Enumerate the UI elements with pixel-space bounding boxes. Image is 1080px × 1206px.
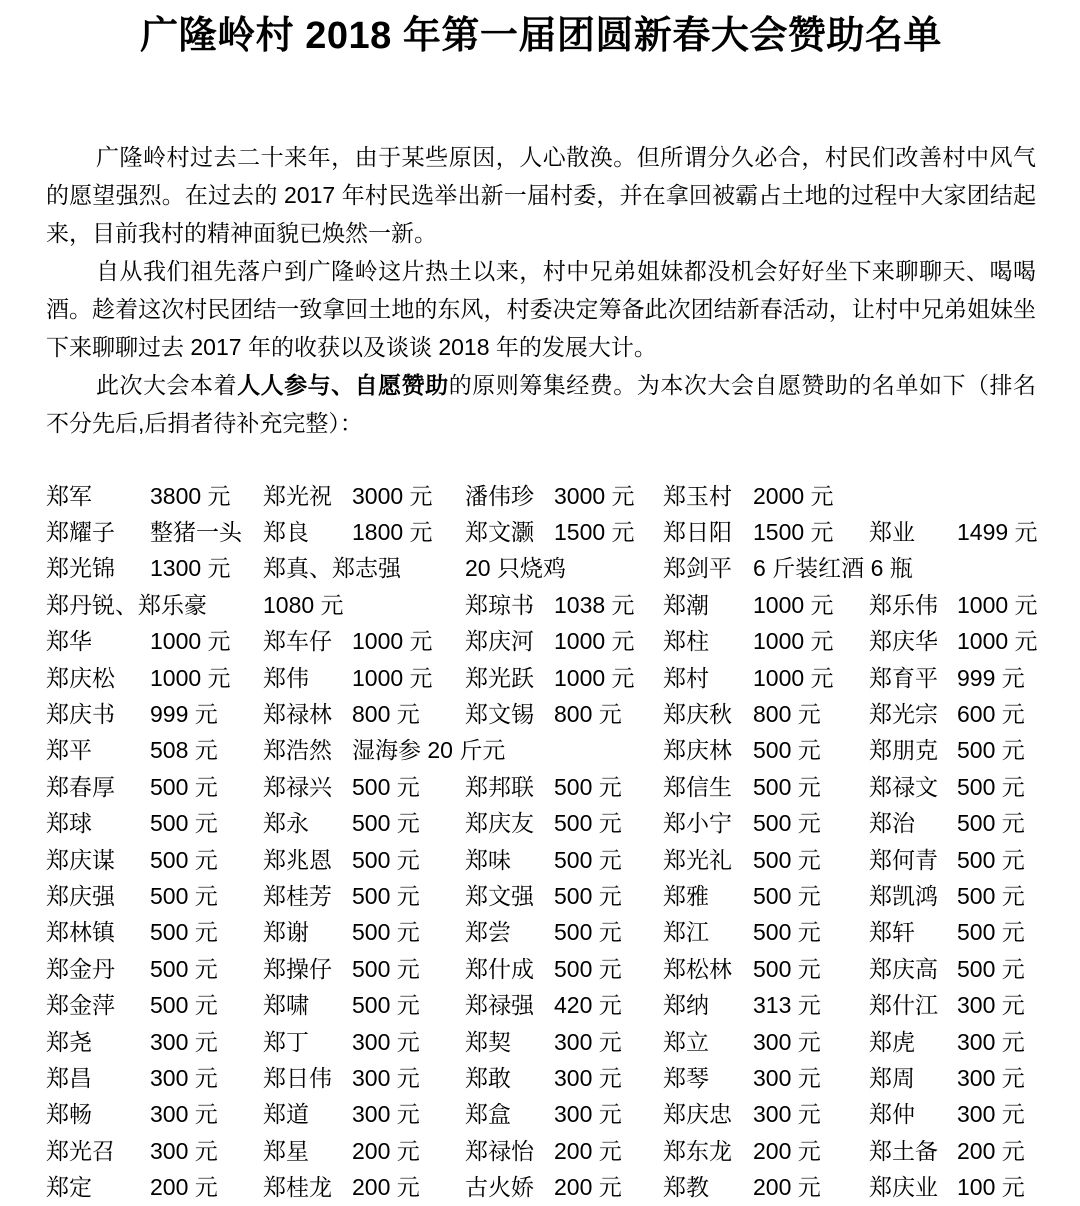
- donor-amount: 1080 元: [263, 591, 344, 618]
- donor-row: [46, 694, 1036, 730]
- donor-amount: 20 只烧鸡: [465, 555, 566, 582]
- donor-amount: 500 元: [957, 846, 1025, 873]
- donor-name: 郑轩: [869, 919, 915, 946]
- donor-name: 郑契: [465, 1028, 511, 1055]
- donor-amount: 1000 元: [957, 591, 1038, 618]
- donor-name: 郑东龙: [663, 1137, 732, 1164]
- donor-name: 郑日阳: [663, 519, 732, 546]
- donor-name: 郑育平: [869, 664, 938, 691]
- donor-amount: [957, 476, 1036, 512]
- donor-amount: 300 元: [352, 1028, 420, 1055]
- donor-amount: 500 元: [352, 810, 420, 837]
- donor-amount: 200 元: [150, 1174, 218, 1201]
- donor-name: 郑光跃: [465, 664, 534, 691]
- donor-name: 郑永: [263, 810, 309, 837]
- donor-amount: 300 元: [957, 1028, 1025, 1055]
- donor-amount: 200 元: [352, 1137, 420, 1164]
- donor-amount: 800 元: [554, 701, 622, 728]
- donor-amount: 3800 元: [150, 482, 231, 509]
- donor-name: 郑庆华: [869, 628, 938, 655]
- donor-amount: 800 元: [352, 701, 420, 728]
- donor-row: [46, 804, 1036, 840]
- donor-amount: 300 元: [753, 1101, 821, 1128]
- donor-amount: 500 元: [753, 882, 821, 909]
- donation-principle-pre: 此次大会本着: [96, 372, 238, 398]
- donor-name: 郑伟: [263, 664, 309, 691]
- donor-name: 郑松林: [663, 955, 732, 982]
- donor-amount: 300 元: [554, 1028, 622, 1055]
- donor-row: [46, 949, 1036, 985]
- donor-amount: 3000 元: [554, 482, 635, 509]
- donor-name: 郑庆林: [663, 737, 732, 764]
- donor-name: 郑业: [869, 519, 915, 546]
- donor-row: [46, 913, 1036, 949]
- donor-amount: 500 元: [352, 955, 420, 982]
- donor-amount: 2000 元: [753, 482, 834, 509]
- donor-amount: 500 元: [957, 810, 1025, 837]
- donor-name: 郑桂芳: [263, 882, 332, 909]
- donor-name: 郑道: [263, 1101, 309, 1128]
- donor-amount: 1000 元: [957, 628, 1038, 655]
- donor-name: 郑村: [663, 664, 709, 691]
- donor-name: 郑车仔: [263, 628, 332, 655]
- donor-row: [46, 1022, 1036, 1058]
- donor-row: [46, 622, 1036, 658]
- donor-name: 郑庆友: [465, 810, 534, 837]
- donor-row: [46, 658, 1036, 694]
- donor-name: 郑兆恩: [263, 846, 332, 873]
- donor-name: 郑文锡: [465, 701, 534, 728]
- donor-amount: 500 元: [753, 810, 821, 837]
- donor-amount: 500 元: [352, 919, 420, 946]
- donor-amount: 313 元: [753, 992, 821, 1019]
- donor-amount: 1000 元: [352, 628, 433, 655]
- donor-amount: 800 元: [753, 701, 821, 728]
- donor-amount: 300 元: [957, 1101, 1025, 1128]
- donation-principle-post: 的原则筹集经费。为本次大会自愿赞助的名单如下（排名不分先后,后捐者待补充完整）：: [46, 372, 1037, 436]
- donor-name: 郑治: [869, 810, 915, 837]
- donor-amount: 200 元: [753, 1137, 821, 1164]
- donor-name: 郑仲: [869, 1101, 915, 1128]
- donor-name: 郑畅: [46, 1101, 92, 1128]
- donor-amount: 300 元: [150, 1101, 218, 1128]
- donor-amount: 200 元: [554, 1174, 622, 1201]
- donor-amount: 6 斤装红酒 6 瓶: [753, 555, 913, 582]
- donor-name: 郑土备: [869, 1137, 938, 1164]
- donor-name: 郑信生: [663, 773, 732, 800]
- donor-amount: 300 元: [150, 1064, 218, 1091]
- donor-amount: 300 元: [352, 1064, 420, 1091]
- donor-name: 郑潮: [663, 591, 709, 618]
- donor-amount: 999 元: [150, 701, 218, 728]
- donor-name: 郑什成: [465, 955, 534, 982]
- donor-name: 郑什江: [869, 992, 938, 1019]
- donor-amount: 508 元: [150, 737, 218, 764]
- donor-name: 郑庆谋: [46, 846, 115, 873]
- donor-name: 郑华: [46, 628, 92, 655]
- donor-amount: 300 元: [554, 1064, 622, 1091]
- donor-amount: 300 元: [150, 1028, 218, 1055]
- donor-row: [46, 1058, 1036, 1094]
- donor-amount: 500 元: [957, 955, 1025, 982]
- donor-amount: 1500 元: [753, 519, 834, 546]
- donor-name: 郑雅: [663, 882, 709, 909]
- donor-name: [869, 476, 957, 512]
- donor-name: 郑乐伟: [869, 591, 938, 618]
- donor-name: 郑敢: [465, 1064, 511, 1091]
- donor-amount: 500 元: [352, 992, 420, 1019]
- donor-amount: 1300 元: [150, 555, 231, 582]
- donor-name: 郑金丹: [46, 955, 115, 982]
- donor-name: 郑味: [465, 846, 511, 873]
- donor-name: 郑周: [869, 1064, 915, 1091]
- document-title: 广隆岭村 2018 年第一届团圆新春大会赞助名单: [140, 15, 942, 57]
- donor-name: 郑昌: [46, 1064, 92, 1091]
- donor-name: 郑啸: [263, 992, 309, 1019]
- donor-amount: 500 元: [150, 773, 218, 800]
- donor-amount: 500 元: [150, 992, 218, 1019]
- donor-name: 郑纳: [663, 992, 709, 1019]
- donor-amount: 500 元: [753, 846, 821, 873]
- donor-row: [46, 512, 1036, 548]
- donor-amount: 300 元: [352, 1101, 420, 1128]
- donor-amount: 200 元: [554, 1137, 622, 1164]
- donor-name: 郑文灏: [465, 519, 534, 546]
- donor-amount: 200 元: [957, 1137, 1025, 1164]
- donor-amount: 500 元: [554, 773, 622, 800]
- donor-name: 郑林镇: [46, 919, 115, 946]
- donor-amount: 500 元: [753, 773, 821, 800]
- donor-row: [46, 1131, 1036, 1167]
- donor-name: 郑丁: [263, 1028, 309, 1055]
- donor-name: 郑凯鸿: [869, 882, 938, 909]
- donor-amount: 1000 元: [753, 628, 834, 655]
- donor-name: 郑定: [46, 1174, 92, 1201]
- donor-name: 郑琼书: [465, 591, 534, 618]
- donor-name: 郑星: [263, 1137, 309, 1164]
- donor-row: [46, 549, 1036, 585]
- donor-amount: 1500 元: [554, 519, 635, 546]
- donor-amount: 500 元: [554, 846, 622, 873]
- donor-name: 郑庆强: [46, 882, 115, 909]
- donor-amount: 1000 元: [554, 664, 635, 691]
- donor-amount: 500 元: [150, 810, 218, 837]
- donor-amount: 1000 元: [554, 628, 635, 655]
- donor-name: 郑小宁: [663, 810, 732, 837]
- donor-name: 郑教: [663, 1174, 709, 1201]
- donor-name: 郑虎: [869, 1028, 915, 1055]
- donor-amount: 300 元: [753, 1028, 821, 1055]
- donor-amount: 1000 元: [352, 664, 433, 691]
- donor-amount: 999 元: [957, 664, 1025, 691]
- donor-amount: 500 元: [957, 919, 1025, 946]
- donor-amount: 300 元: [150, 1137, 218, 1164]
- donor-amount: 1000 元: [753, 591, 834, 618]
- donor-name: 郑尧: [46, 1028, 92, 1055]
- donor-name: 郑桂龙: [263, 1174, 332, 1201]
- donor-name: 郑操仔: [263, 955, 332, 982]
- paragraph-donation-principle: [46, 366, 1036, 442]
- donor-table-body: [46, 476, 1036, 1204]
- donor-name: 郑金萍: [46, 992, 115, 1019]
- donor-amount: 500 元: [957, 737, 1025, 764]
- donor-name: 郑丹锐、郑乐豪: [46, 591, 207, 618]
- donor-amount: 1800 元: [352, 519, 433, 546]
- donor-name: 郑光宗: [869, 701, 938, 728]
- donor-amount: 3000 元: [352, 482, 433, 509]
- donor-name: 郑军: [46, 482, 92, 509]
- donor-amount: 1038 元: [554, 591, 635, 618]
- donor-name: 郑庆秋: [663, 701, 732, 728]
- donor-amount: 500 元: [554, 810, 622, 837]
- donor-name: 郑庆业: [869, 1174, 938, 1201]
- donor-amount: 300 元: [957, 1064, 1025, 1091]
- donor-amount: 500 元: [150, 919, 218, 946]
- paragraph-village-history: 广隆岭村过去二十来年，由于某些原因，人心散涣。但所谓分久必合，村民们改善村中风气的愿望强烈。在过去的 2017 年村民选举出新一届村委，并在拿回被霸占土地的过程中大家团结起来，目前我村的精神面貌已焕然一新。: [46, 144, 1036, 246]
- donor-row: [46, 876, 1036, 912]
- donor-amount: 500 元: [753, 737, 821, 764]
- donor-amount: 600 元: [957, 701, 1025, 728]
- donor-amount: 500 元: [352, 882, 420, 909]
- donor-amount: 500 元: [957, 882, 1025, 909]
- donor-name: 郑禄文: [869, 773, 938, 800]
- donor-amount: 500 元: [957, 773, 1025, 800]
- donor-amount: 500 元: [352, 773, 420, 800]
- donor-name: 郑光锦: [46, 555, 115, 582]
- donor-amount: 500 元: [554, 955, 622, 982]
- donor-row: [46, 767, 1036, 803]
- donor-name: 郑谢: [263, 919, 309, 946]
- donor-row: [46, 1167, 1036, 1203]
- donor-name: 郑何青: [869, 846, 938, 873]
- donor-amount: 300 元: [554, 1101, 622, 1128]
- donor-amount: 湿海参 20 斤元: [352, 737, 506, 764]
- donor-table: [46, 476, 1036, 1204]
- donor-amount: 整猪一头: [150, 519, 242, 546]
- donor-name: 郑朋克: [869, 737, 938, 764]
- donor-name: 郑浩然: [263, 737, 332, 764]
- donor-row: [46, 840, 1036, 876]
- donor-amount: 500 元: [554, 919, 622, 946]
- intro-paragraphs: [46, 138, 1036, 442]
- donor-name: 郑禄兴: [263, 773, 332, 800]
- donor-amount: 1000 元: [150, 628, 231, 655]
- donor-name: 郑耀子: [46, 519, 115, 546]
- donor-amount: 200 元: [753, 1174, 821, 1201]
- donor-name: 郑立: [663, 1028, 709, 1055]
- donor-amount: 500 元: [150, 846, 218, 873]
- donor-amount: 500 元: [150, 882, 218, 909]
- donor-name: 郑庆松: [46, 664, 115, 691]
- donor-name: 郑庆河: [465, 628, 534, 655]
- donor-amount: 300 元: [957, 992, 1025, 1019]
- donor-row: [46, 1095, 1036, 1131]
- donor-name: 郑光召: [46, 1137, 115, 1164]
- donor-row: [46, 731, 1036, 767]
- donor-name: 郑禄强: [465, 992, 534, 1019]
- donor-amount: 100 元: [957, 1174, 1025, 1201]
- donor-amount: 200 元: [352, 1174, 420, 1201]
- donor-name: 古火娇: [465, 1174, 534, 1201]
- donor-amount: 500 元: [352, 846, 420, 873]
- donor-amount: 500 元: [150, 955, 218, 982]
- donor-amount: 500 元: [753, 955, 821, 982]
- donor-name: 潘伟珍: [465, 482, 534, 509]
- donor-row: [46, 585, 1036, 621]
- donor-name: 郑庆书: [46, 701, 115, 728]
- donor-amount: 1499 元: [957, 519, 1038, 546]
- donor-name: 郑日伟: [263, 1064, 332, 1091]
- donor-amount: 1000 元: [150, 664, 231, 691]
- donor-name: 郑球: [46, 810, 92, 837]
- donor-row: [46, 476, 1036, 512]
- donor-name: 郑柱: [663, 628, 709, 655]
- donor-name: 郑光祝: [263, 482, 332, 509]
- donor-amount: 300 元: [753, 1064, 821, 1091]
- donor-name: 郑江: [663, 919, 709, 946]
- donor-name: 郑琴: [663, 1064, 709, 1091]
- donor-name: 郑盒: [465, 1101, 511, 1128]
- donor-amount: 500 元: [554, 882, 622, 909]
- donor-amount: 500 元: [753, 919, 821, 946]
- donor-name: 郑平: [46, 737, 92, 764]
- donor-name: 郑尝: [465, 919, 511, 946]
- donor-name: 郑邦联: [465, 773, 534, 800]
- donor-name: 郑光礼: [663, 846, 732, 873]
- donor-name: 郑真、郑志强: [263, 555, 401, 582]
- donor-name: 郑良: [263, 519, 309, 546]
- donor-amount: 420 元: [554, 992, 622, 1019]
- donation-principle-bold: 人人参与、自愿赞助: [237, 372, 449, 398]
- donor-name: 郑玉村: [663, 482, 732, 509]
- donor-name: 郑禄怡: [465, 1137, 534, 1164]
- donor-amount: 1000 元: [753, 664, 834, 691]
- donor-name: 郑春厚: [46, 773, 115, 800]
- donor-name: 郑庆高: [869, 955, 938, 982]
- donor-name: 郑文强: [465, 882, 534, 909]
- donor-name: 郑禄林: [263, 701, 332, 728]
- paragraph-event-reason: 自从我们祖先落户到广隆岭这片热土以来，村中兄弟姐妹都没机会好好坐下来聊聊天、喝喝酒。趁着这次村民团结一致拿回土地的东风，村委决定筹备此次团结新春活动，让村中兄弟姐妹坐下来聊聊过去 2017 年的收获以及谈谈 2018 年的发展大计。: [46, 258, 1036, 360]
- donor-row: [46, 985, 1036, 1021]
- donor-name: 郑剑平: [663, 555, 732, 582]
- donor-name: 郑庆忠: [663, 1101, 732, 1128]
